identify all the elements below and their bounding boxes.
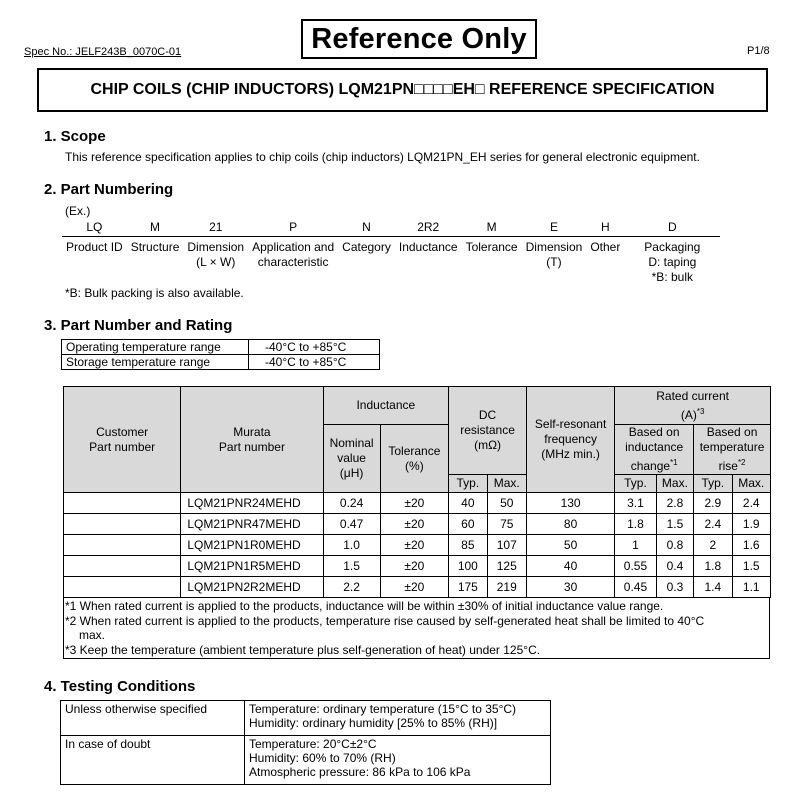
cell-dc-max: 75 — [487, 514, 526, 535]
cell-nominal: 1.5 — [323, 556, 380, 577]
code-category: N — [338, 220, 395, 237]
label-category: Category — [342, 240, 391, 254]
cell-srf: 50 — [526, 535, 614, 556]
scope-heading: 1. Scope — [44, 128, 106, 145]
cell-murata-part: LQM21PN2R2MEHD — [181, 577, 323, 598]
label-dimension-t: Dimension (T) — [525, 240, 583, 269]
label-dimension-lw: Dimension (L × W) — [187, 240, 245, 269]
cell-dc-max: 107 — [487, 535, 526, 556]
header-self-resonant-frequency: Self-resonant frequency (MHz min.) — [526, 387, 614, 493]
header-rated-current: Rated current $(A)^{*3}$ — [615, 387, 771, 425]
cell-srf: 40 — [526, 556, 614, 577]
cell-murata-part: LQM21PNR47MEHD — [181, 514, 323, 535]
document-title: CHIP COILS (CHIP INDUCTORS) LQM21PN□□□□EH□ REFERENCE SPECIFICATION — [37, 68, 768, 112]
storage-temp-label: Storage temperature range — [62, 355, 249, 370]
storage-temp-value: -40°C to +85°C — [249, 355, 380, 370]
label-other: Other — [590, 240, 621, 254]
cell-ind-max: 0.4 — [656, 556, 693, 577]
cell-dc-typ: 60 — [449, 514, 487, 535]
note-1: *1 When rated current is applied to the products, inductance will be within ±30% of initial inductance value range. — [65, 599, 664, 613]
cell-ind-max: 0.3 — [656, 577, 693, 598]
cell-dc-max: 50 — [487, 493, 526, 514]
rating-heading: 3. Part Number and Rating — [44, 317, 233, 334]
cell-customer-part — [64, 514, 181, 535]
header-murata-part: Murata Part number — [181, 387, 323, 493]
rating-notes — [63, 597, 770, 659]
header-dc-resistance: DC resistance (mΩ) — [449, 387, 527, 475]
label-inductance: Inductance — [398, 240, 458, 254]
cell-srf: 30 — [526, 577, 614, 598]
cell-ind-max: 1.5 — [656, 514, 693, 535]
example-label: (Ex.) — [65, 204, 91, 218]
header-tolerance: Tolerance (%) — [380, 425, 449, 493]
header-dc-typ: Typ. — [449, 475, 487, 493]
label-product-id: Product ID — [66, 240, 123, 254]
cell-ind-typ: 3.1 — [615, 493, 657, 514]
code-other: H — [586, 220, 624, 237]
table-row — [64, 535, 771, 556]
page-number: P1/8 — [747, 45, 770, 57]
cell-temp-typ: 2 — [694, 535, 732, 556]
temperature-range-table — [61, 339, 380, 370]
condition-row-normal — [61, 701, 551, 736]
cell-ind-max: 0.8 — [656, 535, 693, 556]
cell-dc-max: 125 — [487, 556, 526, 577]
operating-temp-value: -40°C to +85°C — [249, 340, 380, 355]
cell-dc-typ: 40 — [449, 493, 487, 514]
table-row — [64, 493, 771, 514]
cell-murata-part: LQM21PN1R0MEHD — [181, 535, 323, 556]
header-based-on-temperature-rise: Based on temperature rise$^{*2}$ — [694, 425, 771, 475]
header-customer-part: Customer Part number — [64, 387, 181, 493]
spec-number: Spec No.: JELF243B_0070C-01 — [24, 46, 182, 58]
cell-temp-max: 1.5 — [732, 556, 771, 577]
bulk-note: *B: Bulk packing is also available. — [65, 286, 244, 300]
cell-ind-typ: 0.45 — [615, 577, 657, 598]
cell-ind-max: 2.8 — [656, 493, 693, 514]
header-ind-typ: Typ. — [615, 475, 657, 493]
cell-dc-max: 219 — [487, 577, 526, 598]
cell-temp-max: 2.4 — [732, 493, 771, 514]
cell-nominal: 1.0 — [323, 535, 380, 556]
cell-temp-typ: 1.4 — [694, 577, 732, 598]
cell-nominal: 0.24 — [323, 493, 380, 514]
operating-temp-label: Operating temperature range — [62, 340, 249, 355]
testing-heading: 4. Testing Conditions — [44, 678, 196, 695]
rating-table — [63, 386, 771, 598]
header-ind-max: Max. — [656, 475, 693, 493]
operating-temp-row — [62, 340, 380, 355]
cell-temp-typ: 1.8 — [694, 556, 732, 577]
cell-tolerance: ±20 — [380, 514, 449, 535]
cell-customer-part — [64, 577, 181, 598]
table-row — [64, 577, 771, 598]
cell-temp-max: 1.9 — [732, 514, 771, 535]
cell-tolerance: ±20 — [380, 577, 449, 598]
cell-ind-typ: 0.55 — [615, 556, 657, 577]
header-based-on-inductance-change: Based on inductance change$^{*1}$ — [615, 425, 694, 475]
scope-text: This reference specification applies to chip coils (chip inductors) LQM21PN_EH series for general electronic equipment. — [65, 150, 700, 164]
code-tolerance: M — [462, 220, 522, 237]
code-packaging: D — [624, 220, 720, 237]
note-2-cont: max. — [79, 628, 106, 642]
code-application: P — [248, 220, 338, 237]
cell-srf: 130 — [526, 493, 614, 514]
cell-temp-typ: 2.9 — [694, 493, 732, 514]
header-temp-max: Max. — [732, 475, 771, 493]
label-structure: Structure — [130, 240, 180, 254]
cell-ind-typ: 1.8 — [615, 514, 657, 535]
condition-label-doubt: In case of doubt — [61, 736, 245, 785]
cell-murata-part: LQM21PNR24MEHD — [181, 493, 323, 514]
header-temp-typ: Typ. — [694, 475, 732, 493]
cell-tolerance: ±20 — [380, 493, 449, 514]
cell-customer-part — [64, 556, 181, 577]
cell-srf: 80 — [526, 514, 614, 535]
code-dimension-t: E — [522, 220, 587, 237]
table-row — [64, 514, 771, 535]
cell-tolerance: ±20 — [380, 535, 449, 556]
cell-dc-typ: 100 — [449, 556, 487, 577]
header-nominal-value: Nominal value (μH) — [323, 425, 380, 493]
header-dc-max: Max. — [487, 475, 526, 493]
code-inductance: 2R2 — [395, 220, 462, 237]
part-numbering-heading: 2. Part Numbering — [44, 181, 174, 198]
cell-temp-max: 1.6 — [732, 535, 771, 556]
cell-temp-max: 1.1 — [732, 577, 771, 598]
note-2: *2 When rated current is applied to the products, temperature rise caused by self-generated heat shall be limited to 40°C — [65, 613, 705, 628]
condition-values-doubt: Temperature: 20°C±2°C Humidity: 60% to 70% (RH) Atmospheric pressure: 86 kPa to 106 kPa — [245, 736, 551, 785]
label-packaging: Packaging D: taping *B: bulk — [644, 240, 701, 284]
cell-dc-typ: 175 — [449, 577, 487, 598]
code-product-id: LQ — [62, 220, 127, 237]
cell-temp-typ: 2.4 — [694, 514, 732, 535]
cell-customer-part — [64, 493, 181, 514]
storage-temp-row — [62, 355, 380, 370]
note-3: *3 Keep the temperature (ambient temperature plus self-generation of heat) under 125°C. — [65, 642, 541, 657]
cell-nominal: 2.2 — [323, 577, 380, 598]
cell-murata-part: LQM21PN1R5MEHD — [181, 556, 323, 577]
header-inductance: Inductance — [323, 387, 449, 425]
code-structure: M — [127, 220, 184, 237]
condition-values-normal: Temperature: ordinary temperature (15°C to 35°C) Humidity: ordinary humidity [25% to 85% (RH)] — [245, 701, 551, 736]
cell-tolerance: ±20 — [380, 556, 449, 577]
condition-label-normal: Unless otherwise specified — [61, 701, 245, 736]
table-row — [64, 556, 771, 577]
cell-dc-typ: 85 — [449, 535, 487, 556]
condition-row-doubt — [61, 736, 551, 785]
testing-conditions-table — [60, 700, 551, 785]
cell-customer-part — [64, 535, 181, 556]
part-numbering-table — [62, 220, 720, 285]
cell-nominal: 0.47 — [323, 514, 380, 535]
label-tolerance: Tolerance — [465, 240, 518, 254]
reference-only-stamp: Reference Only — [301, 19, 537, 59]
label-application: Application and characteristic — [252, 240, 335, 269]
code-dimension-lw: 21 — [183, 220, 248, 237]
cell-ind-typ: 1 — [615, 535, 657, 556]
